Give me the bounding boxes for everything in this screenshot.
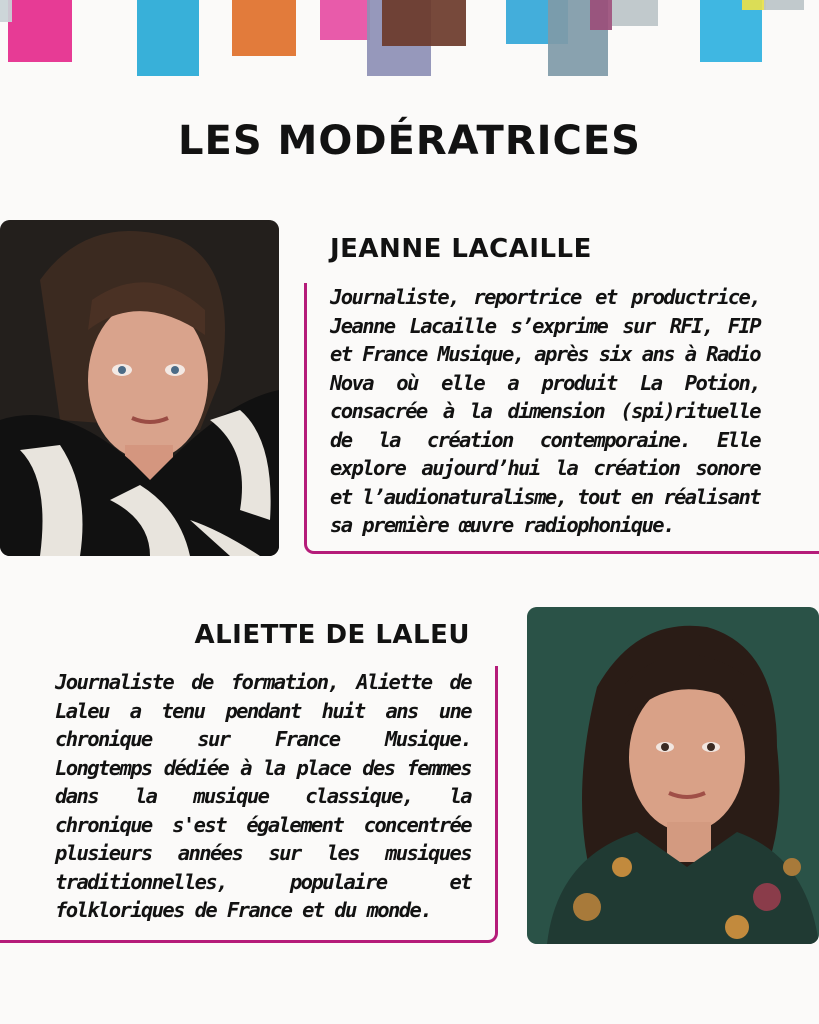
color-swatch [612, 0, 658, 26]
color-swatch [137, 0, 199, 76]
color-swatch [590, 0, 612, 30]
page-title: LES MODÉRATRICES [178, 118, 641, 164]
color-swatch [0, 0, 12, 22]
color-swatch [320, 0, 370, 40]
moderator-name: ALIETTE DE LALEU [194, 620, 470, 650]
color-swatch [8, 0, 72, 62]
moderator-photo [0, 220, 279, 556]
moderator-bio: Journaliste de formation, Aliette de Laleu a tenu pendant huit ans une chronique sur France Musique. Longtemps dédiée à la place des femmes dans la musique classique, la chronique s'est également concentrée plusieurs années sur les musiques traditionnelles, populaire et folkloriques de France et du monde. [55, 670, 471, 922]
color-swatch [232, 0, 296, 56]
color-swatch [742, 0, 766, 10]
color-swatch [382, 0, 466, 46]
moderator-name: JEANNE LACAILLE [330, 234, 592, 264]
moderator-photo [527, 607, 819, 944]
color-swatch [764, 0, 804, 10]
moderator-bio: Journaliste, reportrice et productrice, Jeanne Lacaille s’exprime sur RFI, FIP et France Musique, après six ans à Radio Nova où elle a produit La Potion, consacrée à la dimension (spi)rituelle de la création contemporaine. Elle explore aujourd’hui la création sonore et l’audionaturalisme, tout en réalisant sa première œuvre radiophonique. [330, 285, 760, 537]
